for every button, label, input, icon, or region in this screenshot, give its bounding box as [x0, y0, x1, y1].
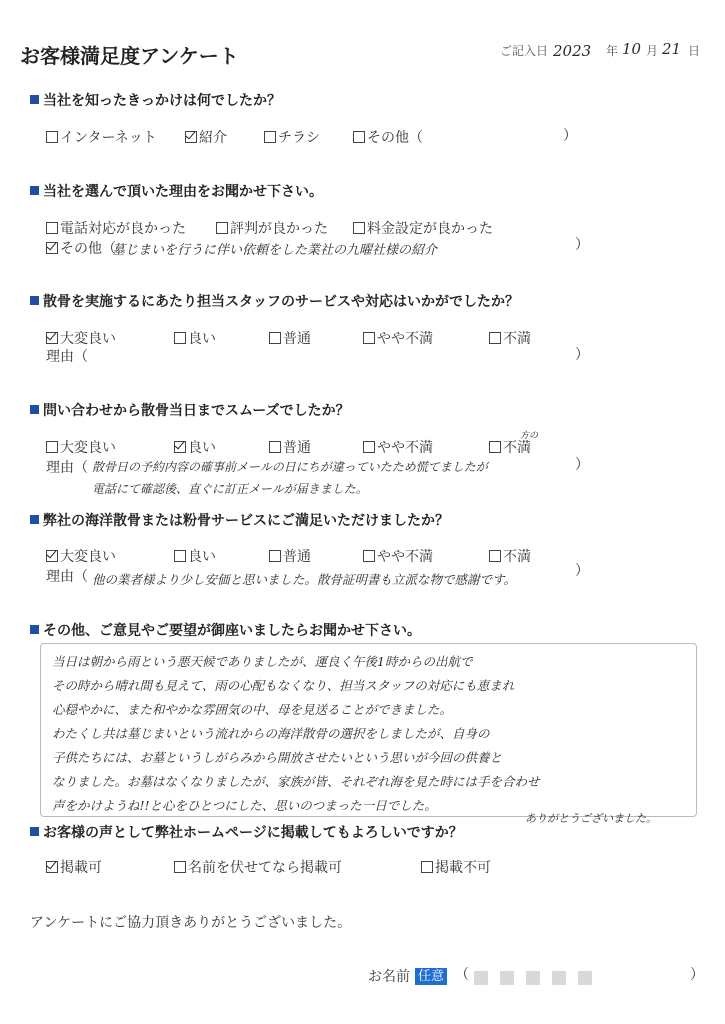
q4-reason-line-2[interactable]: 電話にて確認後、直ぐに訂正メールが届きました。 — [92, 482, 368, 496]
checkbox-icon[interactable] — [489, 332, 501, 344]
checkbox-icon[interactable] — [174, 332, 186, 344]
q5-option-good[interactable]: 良い — [174, 546, 216, 566]
q7-option-allow[interactable]: 掲載可 — [46, 857, 102, 877]
comment-line-4: わたくし共は墓じまいという流れからの海洋散骨の選択をしましたが、自身の — [52, 726, 490, 741]
checkbox-icon[interactable] — [489, 441, 501, 453]
checkbox-icon[interactable] — [264, 131, 276, 143]
q2-option-price[interactable]: 料金設定が良かった — [353, 218, 493, 238]
q3-option-average[interactable]: 普通 — [269, 328, 311, 348]
q3-option-somewhat-unsatisfied[interactable]: やや不満 — [363, 328, 433, 348]
date-label: ご記入日 — [500, 44, 549, 58]
q4-reason-line-1[interactable]: 散骨日の予約内容の確事前メールの日にちが違っていたため慌てましたが — [92, 460, 488, 474]
date-year: 2023 — [553, 42, 592, 60]
checkbox-icon[interactable] — [174, 861, 186, 873]
checkbox-icon[interactable] — [174, 550, 186, 562]
q5-option-very-good[interactable]: 大変良い — [46, 546, 116, 566]
checkbox-icon[interactable] — [46, 131, 58, 143]
bullet-square-icon — [30, 405, 39, 414]
q1-close-paren: ） — [563, 128, 577, 144]
page-title: お客様満足度アンケート — [20, 44, 239, 68]
redaction-block — [474, 971, 488, 985]
q5-close-paren: ） — [575, 563, 589, 579]
checkbox-icon[interactable] — [46, 441, 58, 453]
redaction-block — [526, 971, 540, 985]
q4-close-paren: ） — [575, 457, 589, 473]
q4-question: 問い合わせから散骨当日までスムーズでしたか？ — [30, 400, 350, 420]
name-redacted — [474, 968, 604, 987]
q2-option-reputation[interactable]: 評判が良かった — [216, 218, 328, 238]
checkbox-icon[interactable] — [269, 550, 281, 562]
checked-checkbox-icon[interactable] — [46, 861, 58, 873]
checkbox-icon[interactable] — [353, 222, 365, 234]
redaction-block — [578, 971, 592, 985]
footer-thanks: アンケートにご協力頂きありがとうございました。 — [30, 915, 352, 931]
date-day-unit: 日 — [688, 44, 701, 58]
q1-option-internet[interactable]: インターネット — [46, 127, 157, 147]
date-month-unit: 月 — [646, 44, 659, 58]
q4-option-average[interactable]: 普通 — [269, 437, 311, 457]
redaction-block — [552, 971, 566, 985]
checkbox-icon[interactable] — [216, 222, 228, 234]
q2-option-phone[interactable]: 電話対応が良かった — [46, 218, 186, 238]
q3-question: 散骨を実施するにあたり担当スタッフのサービスや対応はいかがでしたか？ — [30, 291, 519, 311]
q3-option-unsatisfied[interactable]: 不満 — [489, 328, 531, 348]
checked-checkbox-icon[interactable] — [185, 131, 197, 143]
bullet-square-icon — [30, 186, 39, 195]
date-day: 21 — [662, 40, 682, 58]
comment-line-6: なりました。お墓はなくなりましたが、家族が皆、それぞれ海を見た時には手を合わせ — [52, 774, 540, 789]
q7-option-allow-anonymous[interactable]: 名前を伏せてなら掲載可 — [174, 857, 342, 877]
comment-line-2: その時から晴れ間も見えて、雨の心配もなくなり、担当スタッフの対応にも恵まれ — [52, 678, 515, 693]
bullet-square-icon — [30, 515, 39, 524]
q2-other-text[interactable]: 墓じまいを行うに伴い依頼をした業社の九曜社様の紹介 — [112, 243, 438, 258]
checked-checkbox-icon[interactable] — [174, 441, 186, 453]
q1-option-other[interactable]: その他（ — [353, 127, 423, 147]
name-label: お名前 — [368, 969, 410, 985]
bullet-square-icon — [30, 95, 39, 104]
comment-line-5: 子供たちには、お墓というしがらみから開放させたいという思いが今回の供養と — [52, 750, 503, 765]
name-open-paren: （ — [455, 967, 469, 983]
checkbox-icon[interactable] — [353, 131, 365, 143]
q2-option-other[interactable]: その他（ — [46, 238, 116, 258]
optional-badge: 任意 — [415, 965, 447, 984]
comment-line-3: 心穏やかに、また和やかな雰囲気の中、母を見送ることができました。 — [52, 702, 453, 717]
q1-option-flyer[interactable]: チラシ — [264, 127, 320, 147]
checkbox-icon[interactable] — [269, 441, 281, 453]
q5-reason-text[interactable]: 他の業者様より少し安価と思いました。散骨証明書も立派な物で感謝です。 — [92, 572, 517, 587]
checkbox-icon[interactable] — [421, 861, 433, 873]
q3-option-good[interactable]: 良い — [174, 328, 216, 348]
bullet-square-icon — [30, 827, 39, 836]
checkbox-icon[interactable] — [363, 550, 375, 562]
q4-reason-label: 理由（ — [46, 460, 88, 476]
checked-checkbox-icon[interactable] — [46, 242, 58, 254]
q1-option-referral[interactable]: 紹介 — [185, 127, 227, 147]
name-close-paren: ） — [690, 967, 704, 983]
q3-reason-label: 理由（ — [46, 349, 88, 365]
date-month: 10 — [622, 40, 642, 58]
checkbox-icon[interactable] — [363, 441, 375, 453]
checkbox-icon[interactable] — [46, 222, 58, 234]
q5-option-unsatisfied[interactable]: 不満 — [489, 546, 531, 566]
q4-option-somewhat-unsatisfied[interactable]: やや不満 — [363, 437, 433, 457]
comment-thanks: ありがとうございました。 — [525, 812, 657, 825]
q5-reason-label: 理由（ — [46, 569, 88, 585]
checkbox-icon[interactable] — [363, 332, 375, 344]
q4-option-unsatisfied[interactable]: 不満 — [489, 437, 531, 457]
comment-line-7: 声をかけようね!!と心をひとつにした、思いのつまった一日でした。 — [52, 798, 437, 813]
bullet-square-icon — [30, 625, 39, 634]
q4-option-good[interactable]: 良い — [174, 437, 216, 457]
redaction-block — [500, 971, 514, 985]
comment-line-1: 当日は朝から雨という悪天候でありましたが、運良く午後1時からの出航で — [52, 654, 473, 669]
checkbox-icon[interactable] — [489, 550, 501, 562]
q6-question: その他、ご意見やご要望が御座いましたらお聞かせ下さい。 — [30, 620, 421, 640]
q5-option-somewhat-unsatisfied[interactable]: やや不満 — [363, 546, 433, 566]
checked-checkbox-icon[interactable] — [46, 550, 58, 562]
q5-question: 弊社の海洋散骨または粉骨サービスにご満足いただけましたか？ — [30, 510, 449, 530]
q7-question: お客様の声として弊社ホームページに掲載してもよろしいですか？ — [30, 822, 463, 842]
date-year-unit: 年 — [606, 44, 619, 58]
q1-question: 当社を知ったきっかけは何でしたか？ — [30, 90, 281, 110]
q4-option-very-good[interactable]: 大変良い — [46, 437, 116, 457]
q3-option-very-good[interactable]: 大変良い — [46, 328, 116, 348]
bullet-square-icon — [30, 296, 39, 305]
q4-reason-insert: 方の — [520, 431, 539, 441]
checked-checkbox-icon[interactable] — [46, 332, 58, 344]
q3-close-paren: ） — [575, 347, 589, 363]
checkbox-icon[interactable] — [269, 332, 281, 344]
q5-option-average[interactable]: 普通 — [269, 546, 311, 566]
q2-question: 当社を選んで頂いた理由をお聞かせ下さい。 — [30, 181, 323, 201]
q2-close-paren: ） — [575, 237, 589, 253]
q7-option-disallow[interactable]: 掲載不可 — [421, 857, 491, 877]
